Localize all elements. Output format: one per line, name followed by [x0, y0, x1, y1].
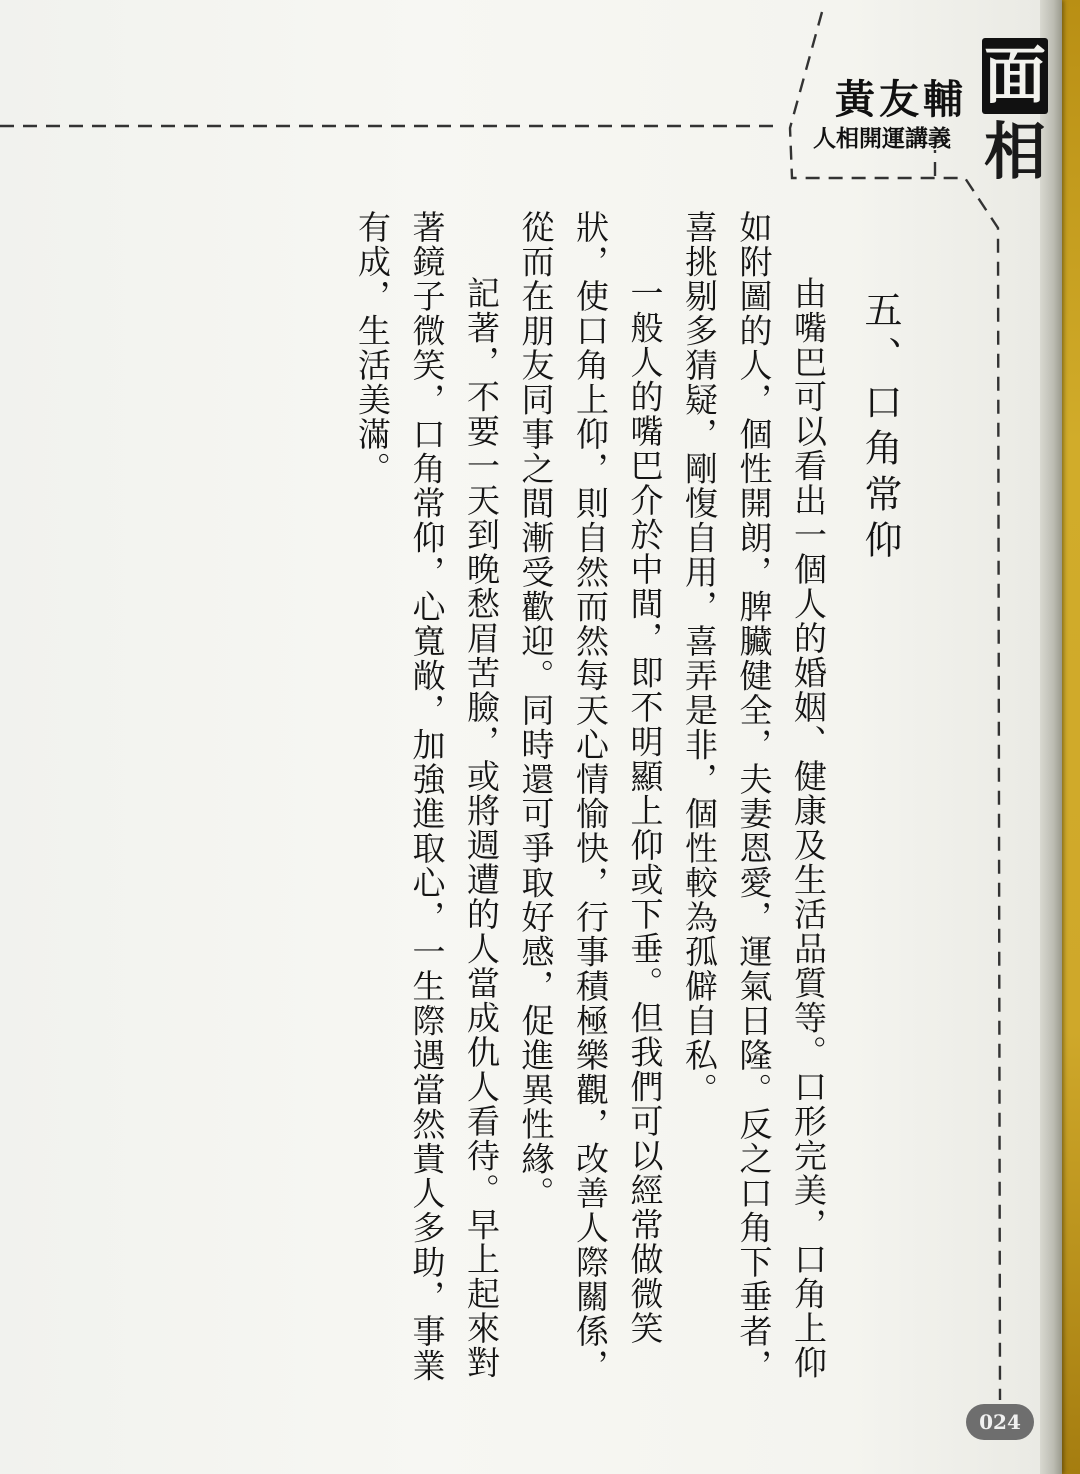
- series-subtitle: 人相開運講義: [813, 126, 951, 152]
- logo-char-1: 面: [983, 39, 1046, 112]
- article-body: [295, 210, 925, 1390]
- series-logo: [982, 38, 1048, 198]
- paragraph-1: 由嘴巴可以看出一個人的婚姻、健康及生活品質等。口形完美，口角上仰如附圖的人，個性開朗，脾臟健全，夫妻恩愛，運氣日隆。反之口角下垂者，喜挑剔多猜疑，剛愎自用，喜弄是非，個性較為孤僻自私。: [680, 210, 828, 1383]
- logo-char-2: 相: [983, 115, 1046, 188]
- paragraph-2: 一般人的嘴巴介於中間，即不明顯上仰或下垂。但我們可以經常做微笑狀，使口角上仰，則自然而然每天心情愉快，行事積極樂觀，改善人際關係，從而在朋友同事之間漸受歡迎。同時還可爭取好感，促進異性緣。: [516, 210, 665, 1383]
- series-name: 黃友輔: [835, 76, 967, 123]
- page-number-badge: 024: [966, 1404, 1034, 1440]
- section-heading: 五、口角常仰: [858, 290, 902, 566]
- paragraph-3: 記著，不要一天到晚愁眉苦臉，或將週遭的人當成仇人看待。早上起來對著鏡子微笑，口角常仰，心寬敞，加強進取心，一生際遇當然貴人多助，事業有成，生活美滿。: [353, 210, 501, 1383]
